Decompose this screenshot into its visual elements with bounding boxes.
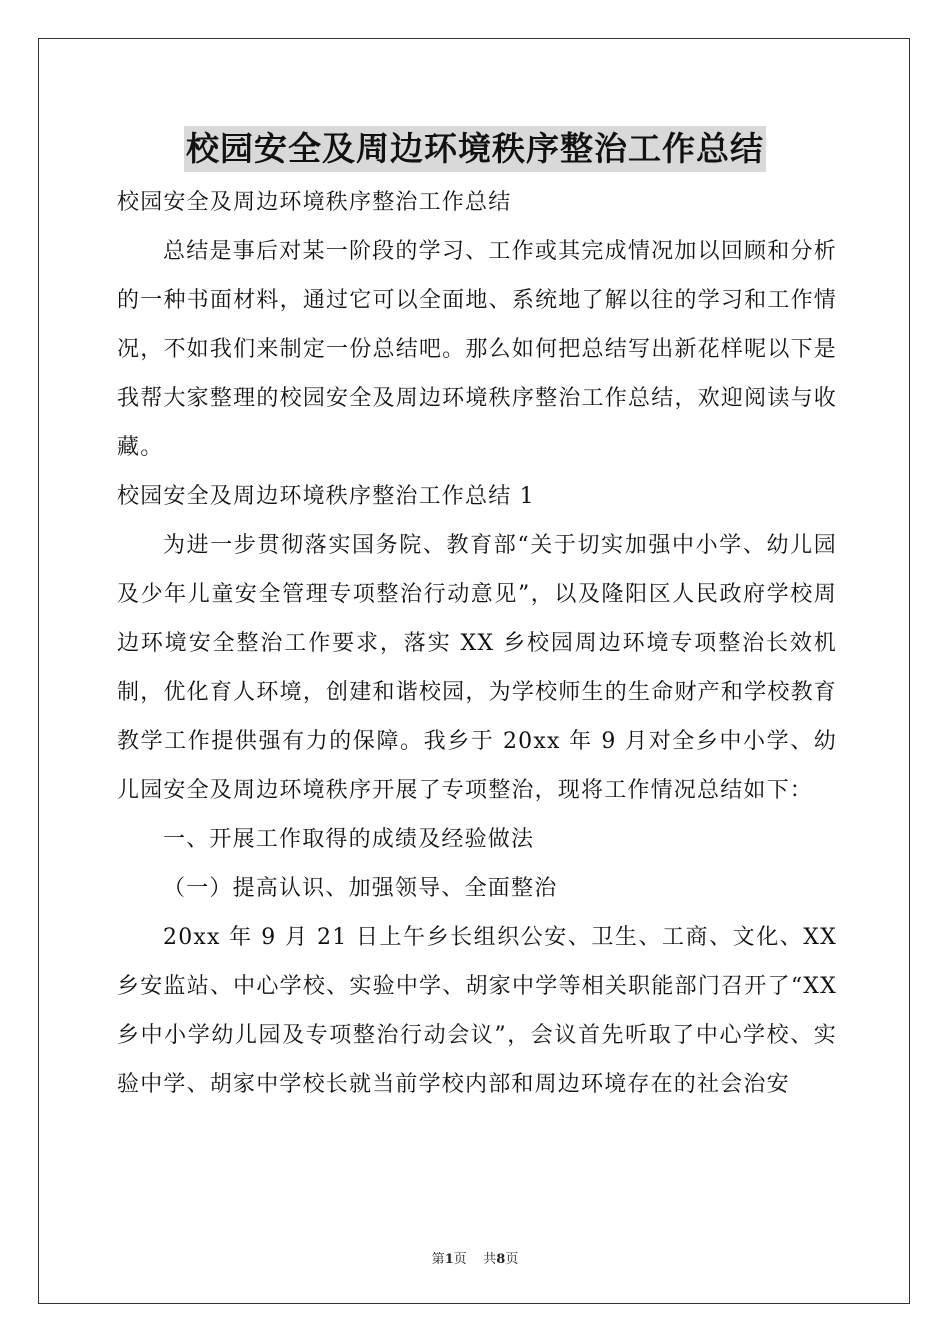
page-total: 8 [496,1252,506,1267]
paragraph: 总结是事后对某一阶段的学习、工作或其完成情况加以回顾和分析的一种书面材料，通过它可以全面地、系统地了解以往的学习和工作情况，不如我们来制定一份总结吧。那么如何把总结写出新花样呢以下是我帮大家整理的校园安全及周边环境秩序整治工作总结，欢迎阅读与收藏。 [117,239,837,460]
page-suffix: 页 [505,1252,519,1267]
subsection-heading: （一）提高认识、加强领导、全面整治 [163,876,558,901]
page-footer [0,1248,950,1267]
section-heading: 一、开展工作取得的成绩及经验做法 [163,827,535,852]
page-current: 1 [444,1252,454,1267]
paragraph: 校园安全及周边环境秩序整治工作总结 [117,190,512,215]
title-container [0,126,950,172]
page-mid: 页 共 [453,1252,497,1267]
page-prefix: 第 [431,1252,445,1267]
paragraph: 为进一步贯彻落实国务院、教育部“关于切实加强中小学、幼儿园及少年儿童安全管理专项整治行动意见”，以及隆阳区人民政府学校周边环境安全整治工作要求，落实 XX 乡校园周边环境专项整治长效机制，优化育人环境，创建和谐校园，为学校师生的生命财产和学校教育教学工作提供强有力的保障。我乡于 20xx 年 9 月对全乡中小学、幼儿园安全及周边环境秩序开展了专项整治，现将工作情况总结如下： [117,533,837,803]
paragraph: 20xx 年 9 月 21 日上午乡长组织公安、卫生、工商、文化、XX 乡安监站、中心学校、实验中学、胡家中学等相关职能部门召开了“XX 乡中小学幼儿园及专项整治行动会议”，会议首先听取了中心学校、实验中学、胡家中学校长就当前学校内部和周边环境存在的社会治安 [117,925,837,1097]
document-body [117,178,837,1109]
document-title: 校园安全及周边环境秩序整治工作总结 [184,126,766,172]
paragraph: 校园安全及周边环境秩序整治工作总结 1 [117,484,535,509]
